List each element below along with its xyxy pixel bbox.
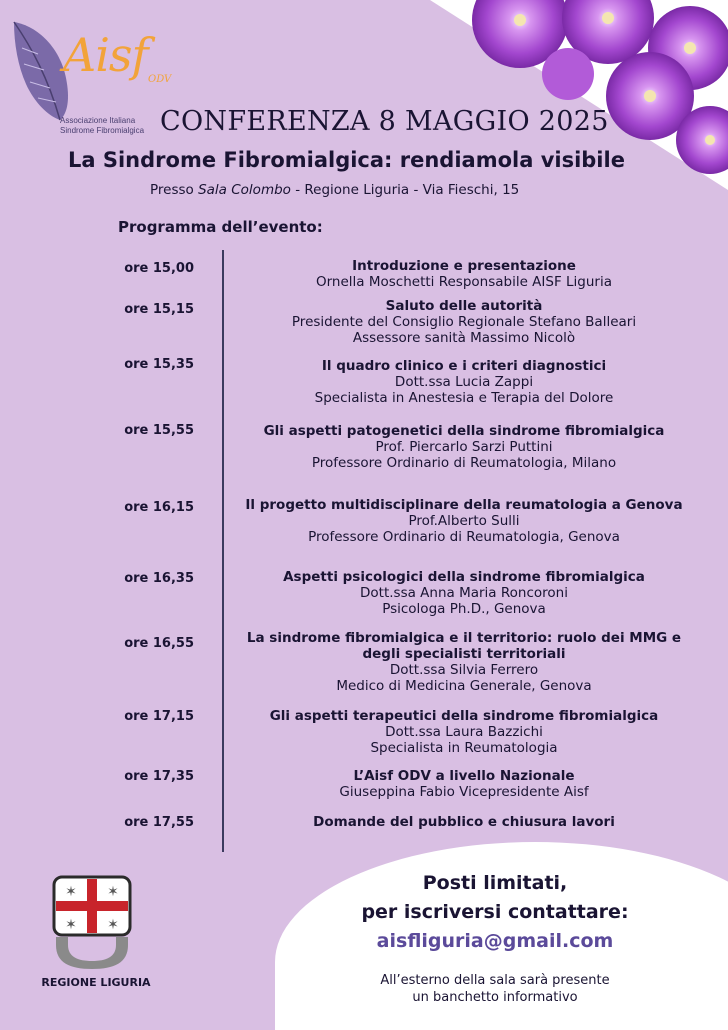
program-time: ore 17,35 [124, 769, 194, 784]
program-item-detail: Prof.Alberto Sulli [408, 513, 520, 529]
logo-odv: ODV [148, 74, 172, 85]
program-item-detail: Medico di Medicina Generale, Genova [336, 678, 592, 694]
program-item-detail: Specialista in Anestesia e Terapia del Dolore [314, 390, 614, 406]
program-time: ore 17,55 [124, 815, 194, 830]
program-item-detail: Presidente del Consiglio Regionale Stefano Balleari [291, 314, 637, 330]
program-item-title: L’Aisf ODV a livello Nazionale [353, 768, 575, 784]
program-item-title: Il progetto multidisciplinare della reumatologia a Genova [245, 497, 683, 513]
program-time: ore 15,35 [124, 357, 194, 372]
program-time: ore 16,35 [124, 571, 194, 586]
program-item-title: La sindrome fibromialgica e il territorio: ruolo dei MMG e degli specialisti territoriali [246, 630, 682, 662]
program-item-title: Introduzione e presentazione [352, 258, 576, 274]
program-item [232, 768, 696, 800]
logo-brand: Aisf [63, 28, 148, 82]
program-item [232, 630, 696, 694]
program-item-detail: Ornella Moschetti Responsabile AISF Liguria [315, 274, 612, 290]
program-item-detail: Prof. Piercarlo Sarzi Puttini [375, 439, 553, 455]
program-time: ore 16,55 [124, 636, 194, 651]
program-item [232, 423, 696, 471]
program-item-detail: Dott.ssa Anna Maria Roncoroni [360, 585, 568, 601]
info-note-line2: un banchetto informativo [412, 990, 578, 1005]
program-time: ore 17,15 [124, 709, 194, 724]
program-item-detail: Psicologa Ph.D., Genova [382, 601, 546, 617]
logo-org-line1: Associazione Italiana [60, 116, 136, 125]
program-time: ore 15,55 [124, 423, 194, 438]
venue [150, 182, 519, 198]
svg-text:✶: ✶ [65, 884, 77, 900]
program-item-title: Gli aspetti terapeutici della sindrome fibromialgica [269, 708, 659, 724]
program-item-title: Il quadro clinico e i criteri diagnostici [321, 358, 607, 374]
svg-text:✶: ✶ [107, 917, 119, 933]
conference-title: CONFERENZA 8 MAGGIO 2025 [160, 106, 609, 137]
program-item-detail: Giuseppina Fabio Vicepresidente Aisf [339, 784, 589, 800]
program-item-title: Saluto delle autorità [385, 298, 543, 314]
logo-org-line2: Sindrome Fibromialgica [60, 126, 145, 135]
region-label: REGIONE LIGURIA [41, 976, 151, 989]
venue-prefix: Presso [150, 182, 194, 198]
program-item [232, 358, 696, 406]
venue-address: - Regione Liguria - Via Fieschi, 15 [295, 182, 520, 198]
program-time: ore 15,15 [124, 302, 194, 317]
program-item [232, 258, 696, 290]
program-item-detail: Assessore sanità Massimo Nicolò [352, 330, 576, 346]
program-item-detail: Specialista in Reumatologia [370, 740, 558, 756]
program-item [232, 569, 696, 617]
program-item-title: Aspetti psicologici della sindrome fibromialgica [283, 569, 645, 585]
program-item-detail: Dott.ssa Laura Bazzichi [385, 724, 543, 740]
svg-text:✶: ✶ [65, 917, 77, 933]
program-item-detail: Dott.ssa Lucia Zappi [394, 374, 534, 390]
program-item-detail: Professore Ordinario di Reumatologia, Milano [311, 455, 617, 471]
info-note-line1: All’esterno della sala sarà presente [380, 973, 610, 988]
program-item [232, 814, 696, 830]
aisf-logo [8, 8, 172, 138]
program-item-detail: Professore Ordinario di Reumatologia, Genova [308, 529, 620, 545]
event-subtitle: La Sindrome Fibromialgica: rendiamola visibile [68, 148, 625, 172]
program-item [232, 708, 696, 756]
program-item-detail: Dott.ssa Silvia Ferrero [389, 662, 539, 678]
program-item [232, 298, 696, 346]
program-item-title: Gli aspetti patogenetici della sindrome fibromialgica [263, 423, 665, 439]
limited-seats-text: Posti limitati, [422, 872, 568, 894]
timeline-divider [222, 250, 224, 852]
program-item-title: Domande del pubblico e chiusura lavori [313, 814, 615, 830]
register-text: per iscriversi contattare: [361, 901, 629, 923]
program-time: ore 15,00 [124, 261, 194, 276]
venue-hall: Sala Colombo [198, 182, 291, 198]
contact-email-link[interactable]: aisfliguria@gmail.com [376, 930, 614, 952]
program-item [232, 497, 696, 545]
regione-liguria-crest-icon [52, 875, 132, 970]
program-heading: Programma dell’evento: [118, 218, 323, 236]
program-time: ore 16,15 [124, 500, 194, 515]
svg-text:✶: ✶ [107, 884, 119, 900]
